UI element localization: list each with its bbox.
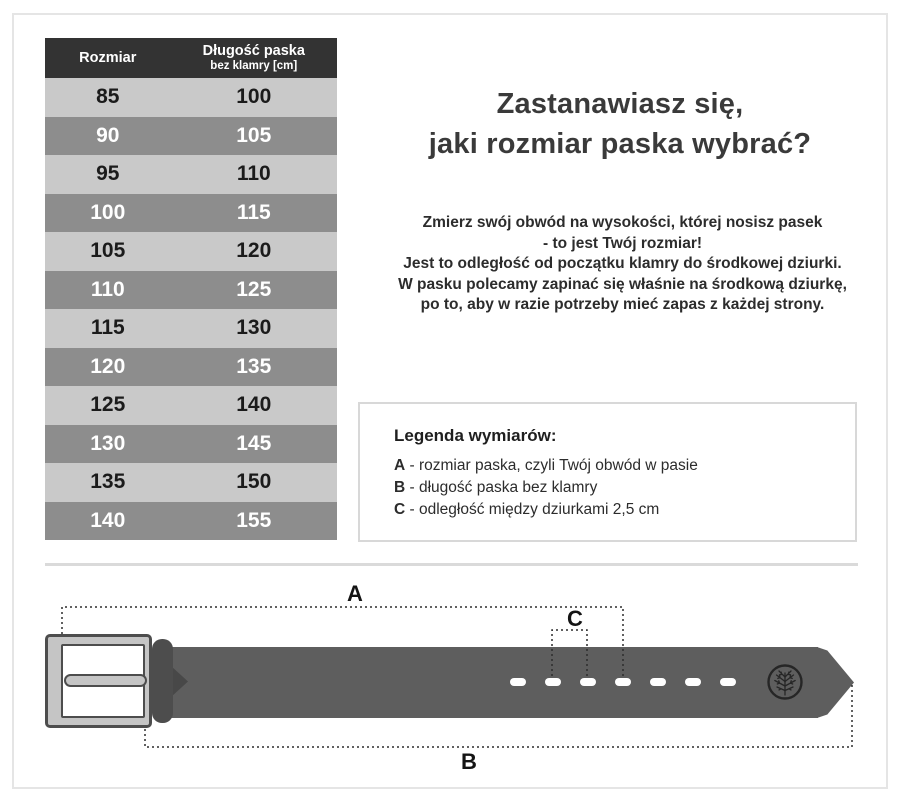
- column-header-length-line2: bez klamry [cm]: [210, 59, 298, 72]
- length-cell: 140: [236, 393, 272, 417]
- belt-holes: [510, 678, 736, 686]
- size-cell: 90: [96, 123, 120, 147]
- size-table-header: [45, 38, 337, 78]
- table-row: [45, 155, 337, 194]
- length-cell: 145: [236, 431, 272, 455]
- table-row: [45, 386, 337, 425]
- length-cell: 155: [236, 508, 272, 532]
- tree-logo-icon: [765, 662, 805, 702]
- legend-key-b: B: [394, 479, 406, 496]
- size-cell: 85: [96, 85, 120, 109]
- length-cell: 115: [236, 200, 271, 224]
- page-title-line2: jaki rozmiar paska wybrać?: [428, 128, 812, 160]
- legend-key-c: C: [394, 501, 406, 518]
- table-row: [45, 463, 337, 502]
- belt-buckle-prong: [64, 674, 147, 687]
- table-row: [45, 425, 337, 464]
- dimension-label-a: A: [347, 581, 363, 606]
- table-row: [45, 309, 337, 348]
- table-row: [45, 232, 337, 271]
- instruction-line: W pasku polecamy zapinać się właśnie na środkową dziurkę,: [398, 275, 847, 293]
- size-cell: 95: [96, 162, 120, 186]
- size-cell: 105: [90, 239, 126, 263]
- instruction-line: - to jest Twój rozmiar!: [542, 234, 703, 252]
- size-cell: 100: [90, 200, 126, 224]
- size-table: [45, 38, 337, 540]
- size-cell: 125: [90, 393, 126, 417]
- page-title: [350, 84, 890, 164]
- belt-hole: [685, 678, 701, 686]
- instruction-line: po to, aby w razie potrzeby mieć zapas z każdej strony.: [420, 296, 825, 314]
- length-cell: 105: [236, 123, 272, 147]
- section-divider: [45, 563, 858, 566]
- legend-text-c: - odległość między dziurkami 2,5 cm: [409, 501, 660, 518]
- length-cell: 130: [236, 316, 272, 340]
- length-cell: 110: [236, 162, 271, 186]
- table-row: [45, 348, 337, 387]
- belt-hole: [720, 678, 736, 686]
- column-header-size: Rozmiar: [79, 50, 137, 66]
- dimension-label-c: C: [567, 606, 583, 631]
- length-cell: 135: [236, 354, 272, 378]
- page-title-line1: Zastanawiasz się,: [496, 88, 744, 120]
- size-cell: 115: [90, 316, 125, 340]
- table-row: [45, 78, 337, 117]
- legend-box: [358, 402, 857, 542]
- belt-hole: [580, 678, 596, 686]
- column-header-length: [171, 43, 337, 73]
- belt-keeper-loop: [152, 639, 173, 723]
- size-table-rows: [45, 78, 337, 540]
- length-cell: 125: [236, 277, 272, 301]
- legend-key-a: A: [394, 457, 406, 474]
- belt-hole: [650, 678, 666, 686]
- size-cell: 110: [90, 277, 125, 301]
- size-cell: 130: [90, 431, 126, 455]
- table-row: [45, 194, 337, 233]
- belt-hole: [615, 678, 631, 686]
- table-row: [45, 502, 337, 541]
- belt-hole: [545, 678, 561, 686]
- legend-items: [394, 455, 698, 521]
- size-cell: 140: [90, 508, 126, 532]
- size-cell: 135: [90, 470, 126, 494]
- belt-hole: [510, 678, 526, 686]
- legend-text-b: - długość paska bez klamry: [409, 479, 598, 496]
- length-cell: 120: [236, 239, 272, 263]
- column-header-length-line1: Długość paska: [202, 43, 305, 60]
- length-cell: 100: [236, 85, 272, 109]
- size-cell: 120: [90, 354, 126, 378]
- table-row: [45, 271, 337, 310]
- legend-title: Legenda wymiarów:: [394, 426, 557, 445]
- legend-item-a: [394, 455, 698, 477]
- legend-item-c: [394, 499, 698, 521]
- instruction-line: Jest to odległość od początku klamry do środkowej dziurki.: [403, 255, 842, 273]
- length-cell: 150: [236, 470, 272, 494]
- dimension-label-b: B: [461, 749, 477, 774]
- legend-item-b: [394, 477, 698, 499]
- measure-instructions: [355, 213, 890, 316]
- legend-text-a: - rozmiar paska, czyli Twój obwód w pasie: [409, 457, 698, 474]
- table-row: [45, 117, 337, 156]
- instruction-line: Zmierz swój obwód na wysokości, której nosisz pasek: [422, 214, 823, 231]
